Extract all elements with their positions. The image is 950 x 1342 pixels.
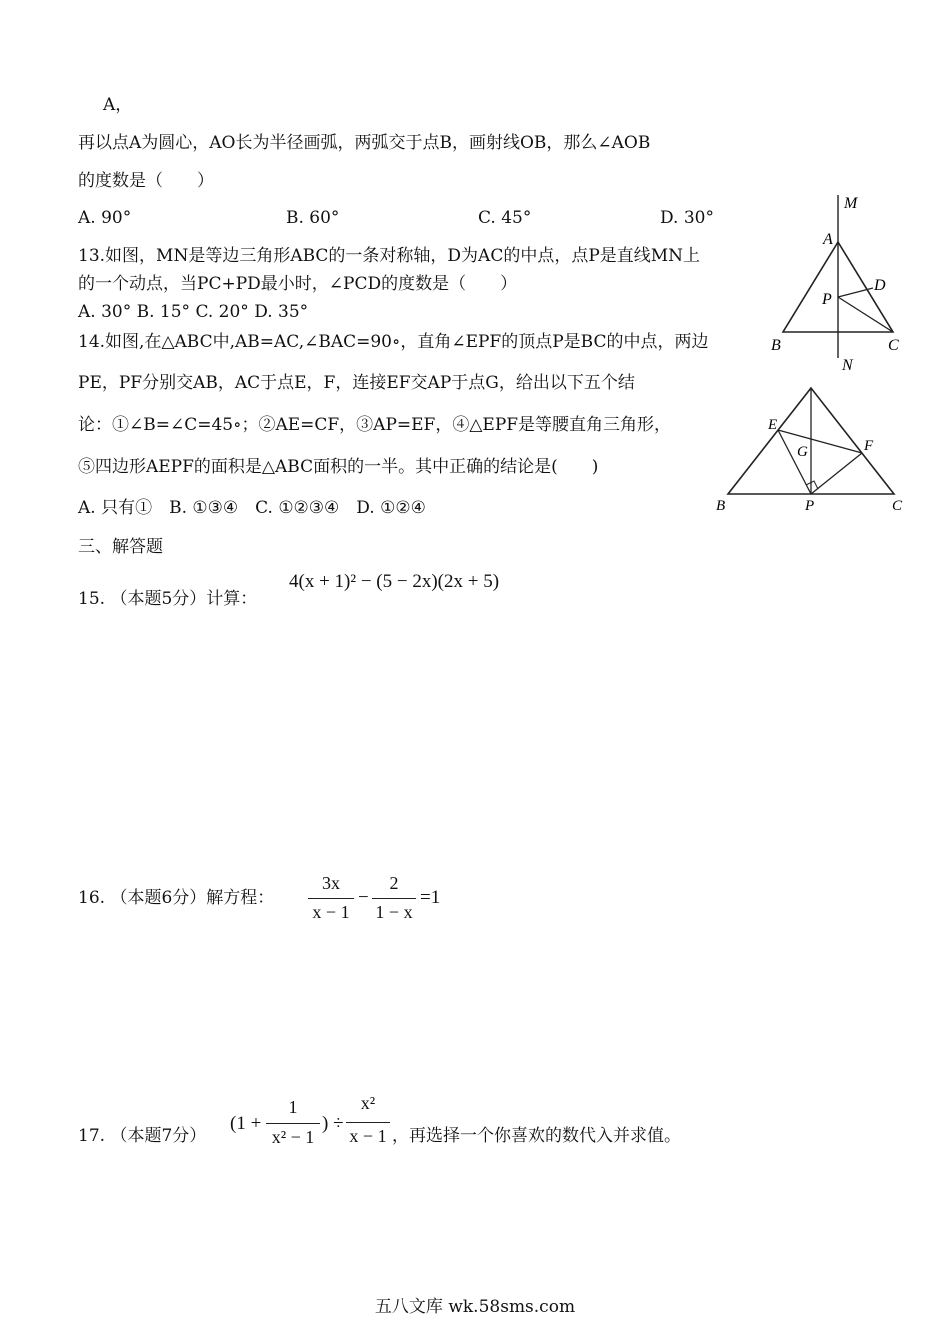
q16-frac1-numerator: 3x [322, 873, 340, 893]
q17-close-divide: ) ÷ [322, 1113, 344, 1134]
q12-option-a: A. 90° [78, 208, 132, 228]
segment-pd [838, 288, 873, 297]
label-p: P [822, 291, 832, 308]
label-g: G [797, 444, 808, 460]
q14-line1: 14.如图,在△ABC中,AB=AC,∠BAC=90∘，直角∠EPF的顶点P是BC的中点，两边 [78, 332, 709, 352]
q16-fraction-1 [308, 873, 354, 925]
label-b: B [716, 498, 726, 514]
q16-frac2-bar [372, 898, 416, 899]
segment-pe [778, 430, 811, 494]
label-d: D [874, 277, 886, 294]
q16-frac1-bar [308, 898, 354, 899]
q13-line1: 13.如图，MN是等边三角形ABC的一条对称轴，D为AC的中点，点P是直线MN上 [78, 246, 701, 266]
q12-line2: 的度数是（ ） [78, 171, 214, 191]
q17-fraction-1 [266, 1097, 320, 1151]
label-n: N [842, 357, 853, 374]
q17-fraction-2 [346, 1093, 390, 1151]
q14-line3: 论：①∠B=∠C=45∘；②AE=CF，③AP=EF，④△EPF是等腰直角三角形， [78, 415, 672, 435]
q17-frac2-denominator: x − 1 [349, 1126, 387, 1146]
q16-minus: − [358, 887, 369, 908]
q13-line2: 的一个动点，当PC+PD最小时，∠PCD的度数是（ ） [78, 274, 518, 294]
label-a: A [823, 231, 833, 248]
q14-options: A. 只有① B. ①③④ C. ①②③④ D. ①②④ [78, 498, 426, 518]
q16-rhs: =1 [420, 887, 441, 908]
figure-q14-triangle [710, 378, 910, 518]
segment-pc [838, 297, 893, 332]
footer-watermark: 五八文库 wk.58sms.com [374, 1297, 576, 1317]
q14-line4: ⑤四边形AEPF的面积是△ABC面积的一半。其中正确的结论是( ) [78, 457, 599, 477]
q16-frac2-denominator: 1 − x [375, 902, 413, 922]
label-e: E [768, 417, 778, 433]
segment-pf [811, 453, 862, 494]
q17-label: 17. （本题7分） [78, 1126, 207, 1146]
segment-ef [778, 430, 862, 453]
q12-line1: 再以点A为圆心，AO长为半径画弧，两弧交于点B，画射线OB，那么∠AOB [78, 133, 651, 153]
q17-frac1-numerator: 1 [288, 1097, 298, 1117]
q17-open-paren: (1 + [230, 1113, 262, 1134]
figure-q13-triangle [765, 190, 915, 375]
section-title-answer-questions: 三、解答题 [78, 537, 163, 557]
q12-option-d: D. 30° [660, 208, 714, 228]
label-c: C [888, 337, 899, 354]
q17-tail: ，再选择一个你喜欢的数代入并求值。 [392, 1126, 681, 1146]
q17-frac2-bar [346, 1122, 390, 1123]
q17-frac1-bar [266, 1123, 320, 1124]
q14-line2: PE，PF分别交AB，AC于点E，F，连接EF交AP于点G，给出以下五个结 [78, 373, 635, 393]
label-m: M [844, 195, 858, 212]
q16-frac1-denominator: x − 1 [312, 902, 350, 922]
label-c: C [892, 498, 903, 514]
q17-frac1-denominator: x² − 1 [271, 1127, 315, 1147]
q12-line0: A， [103, 95, 133, 115]
q12-option-b: B. 60° [286, 208, 340, 228]
label-b: B [771, 337, 781, 354]
q15-label: 15. （本题5分）计算： [78, 589, 258, 609]
q12-option-c: C. 45° [478, 208, 532, 228]
q16-label: 16. （本题6分）解方程： [78, 888, 275, 908]
label-p: P [805, 498, 815, 514]
q17-frac2-numerator: x² [360, 1093, 376, 1113]
q16-fraction-2 [372, 873, 416, 925]
q15-expression: 4(x + 1)² − (5 − 2x)(2x + 5) [289, 571, 500, 592]
q16-frac2-numerator: 2 [389, 873, 399, 893]
label-f: F [864, 438, 874, 454]
q13-options: A. 30° B. 15° C. 20° D. 35° [78, 302, 309, 322]
